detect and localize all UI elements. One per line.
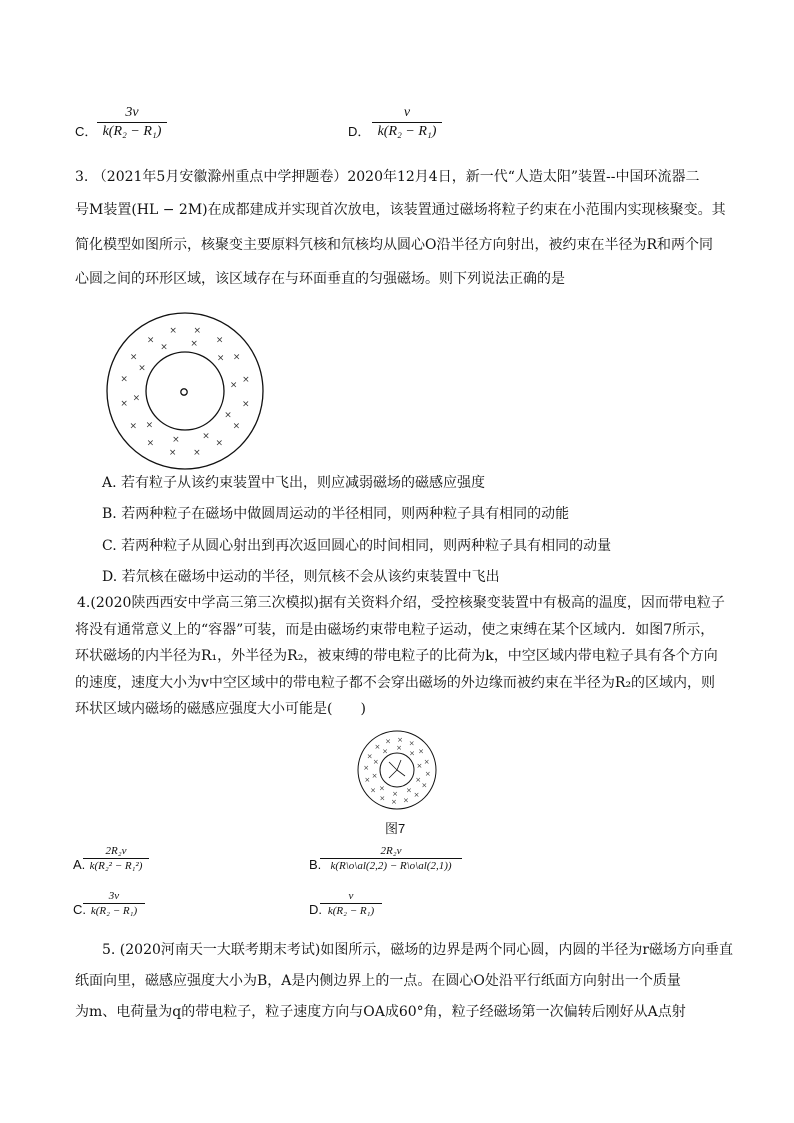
field-cross-mark: × [146,438,155,449]
q2-option-d-numerator: v [403,105,411,120]
field-cross-mark: × [372,758,379,766]
field-cross-mark: × [374,743,381,751]
field-cross-mark: × [242,375,250,386]
field-cross-mark: × [215,335,224,346]
field-cross-mark: × [413,791,420,799]
field-cross-mark: × [424,770,431,779]
field-cross-mark: × [229,380,238,391]
field-cross-mark: × [416,761,423,770]
q4-option-d-label: D. [309,902,322,917]
q4-line-2: 将没有通常意义上的“容器”可装，而是由磁场约束带电粒子运动，使之束缚在某个区域内．如图7所示， [75,622,715,638]
q3-option-c: C. 若两种粒子从圆心射出到再次返回圆心的时间相同，则两种粒子具有相同的动量 [102,538,612,554]
q4-option-c-fraction [83,890,145,917]
q2-option-c-denominator: k(R₂ − R₁) [102,124,162,139]
field-cross-mark: × [129,421,138,432]
q2-option-d-denominator: k(R₂ − R₁) [377,124,437,139]
q5-line-3: 为m、电荷量为q的带电粒子，粒子速度方向与OA成60°角，粒子经磁场第一次偏转后刚好从A点射 [75,1004,686,1020]
field-cross-mark: × [418,747,424,756]
field-cross-mark: × [364,775,371,784]
q4-option-b-label: B. [309,857,322,872]
field-cross-mark: × [146,335,155,346]
field-cross-mark: × [215,438,224,449]
field-cross-mark: × [193,447,201,458]
field-cross-mark: × [190,338,198,349]
field-cross-mark: × [224,410,232,421]
q3-magnetic-field-crosses [120,326,249,458]
q3-line-3: 简化模型如图所示，核聚变主要原料氕核和氘核均从圆心O沿半径方向射出，被约束在半径为R和两个同 [75,237,714,253]
field-cross-mark: × [120,398,128,409]
field-cross-mark: × [232,352,241,363]
q4-option-b-numerator: 2R₂v [380,845,402,857]
field-cross-mark: × [242,399,250,410]
field-cross-mark: × [202,431,210,442]
field-cross-mark: × [160,342,168,353]
q4-option-a-numerator: 2R₂v [105,845,127,857]
q3-outer-circle [107,313,263,469]
q4-line-5: 环状区域内磁场的磁感应强度大小可能是( ) [75,701,366,717]
field-cross-mark: × [366,752,373,761]
q2-option-d-label: D． [348,124,371,139]
q3-line-2: 号M装置(HL − 2M)在成都建成并实现首次放电，该装置通过磁场将粒子约束在小范围内实现核聚变。其 [75,202,726,218]
q4-figure-caption: 图7 [385,821,406,836]
q5-line-1: 5. (2020河南天一大联考期末考试)如图所示，磁场的边界是两个同心圆，内圆的半径为r磁场方向垂直 [102,942,734,958]
q4-option-c-denominator: k(R₂ − R₁) [90,905,138,917]
field-cross-mark: × [408,739,415,748]
q3-line-4: 心圆之间的环形区域，该区域存在与环面垂直的匀强磁场。则下列说法正确的是 [75,271,565,287]
field-cross-mark: × [120,374,128,385]
q4-line-3: 环状磁场的内半径为R₁，外半径为R₂，被束缚的带电粒子的比荷为k，中空区域内带电粒子具有各个方向 [75,648,718,664]
q4-magnetic-field-crosses [363,736,430,806]
q3-option-d: D. 若氘核在磁场中运动的半径，则氘核不会从该约束装置中飞出 [102,569,500,585]
field-cross-mark: × [378,784,385,793]
field-cross-mark: × [363,763,370,772]
q4-option-b-fraction [320,845,462,872]
field-cross-mark: × [405,786,412,795]
q4-option-d-numerator: v [348,890,354,902]
q4-line-1: 4.(2020陕西西安中学高三第三次模拟)据有关资料介绍，受控核聚变装置中有极高的温度，因而带电粒子 [77,595,725,611]
q4-option-d-fraction [320,890,382,917]
q3-option-a: A. 若有粒子从该约束装置中飞出，则应减弱磁场的磁感应强度 [102,475,486,491]
field-cross-mark: × [421,781,428,790]
field-cross-mark: × [371,772,378,781]
q4-option-a-label: A. [73,857,86,872]
q4-line-4: 的速度，速度大小为v中空区域中的带电粒子都不会穿出磁场的外边缘而被约束在半径为R₂的区域内，则 [75,675,716,691]
field-cross-mark: × [415,776,422,784]
field-cross-mark: × [138,363,146,374]
field-cross-mark: × [193,326,202,337]
field-cross-mark: × [129,352,138,363]
q4-option-c-numerator: 3v [108,890,120,902]
q4-figure-7-diagram [356,729,438,811]
q5-line-2: 纸面向里，磁感应强度大小为B，A是内侧边界上的一点。在圆心O处沿平行纸面方向射出一个质量 [75,973,681,989]
field-cross-mark: × [216,353,225,364]
q4-option-a-denominator: k(R₂² − R₁²) [89,860,143,872]
field-cross-mark: × [169,326,177,337]
field-cross-mark: × [379,794,386,803]
q3-inner-circle [146,352,224,430]
q4-option-b-denominator: k(R\o\al(2,2) − R\o\al(2,1)) [330,860,452,872]
q4-option-d-denominator: k(R₂ − R₁) [327,905,375,917]
q3-line-1: 3. （2021年5月安徽滁州重点中学押题卷）2020年12月4日，新一代“人造太阳”装置--中国环流器二 [75,169,700,185]
q3-center-point [181,389,187,395]
q3-concentric-circle-diagram [104,310,266,472]
field-cross-mark: × [145,420,154,431]
field-cross-mark: × [397,736,404,745]
q2-option-d-fraction [372,105,442,140]
q3-option-b: B. 若两种粒子在磁场中做圆周运动的半径相同，则两种粒子具有相同的动能 [102,506,570,522]
field-cross-mark: × [168,447,177,458]
field-cross-mark: × [232,421,241,432]
field-cross-mark: × [132,393,141,404]
field-cross-mark: × [370,786,376,795]
q2-option-c-label: C． [75,124,98,139]
field-cross-mark: × [392,789,398,798]
field-cross-mark: × [402,796,409,805]
q4-particle-velocity-arrows [389,760,405,778]
field-cross-mark: × [409,749,416,758]
field-cross-mark: × [385,737,392,746]
q2-option-c-fraction [97,105,167,140]
q4-option-a-fraction [83,845,149,872]
field-cross-mark: × [396,744,402,753]
field-cross-mark: × [382,747,389,756]
field-cross-mark: × [172,435,180,446]
field-cross-mark: × [390,797,397,806]
q4-option-c-label: C. [73,902,86,917]
field-cross-mark: × [423,758,430,767]
q2-option-c-numerator: 3v [125,105,139,120]
